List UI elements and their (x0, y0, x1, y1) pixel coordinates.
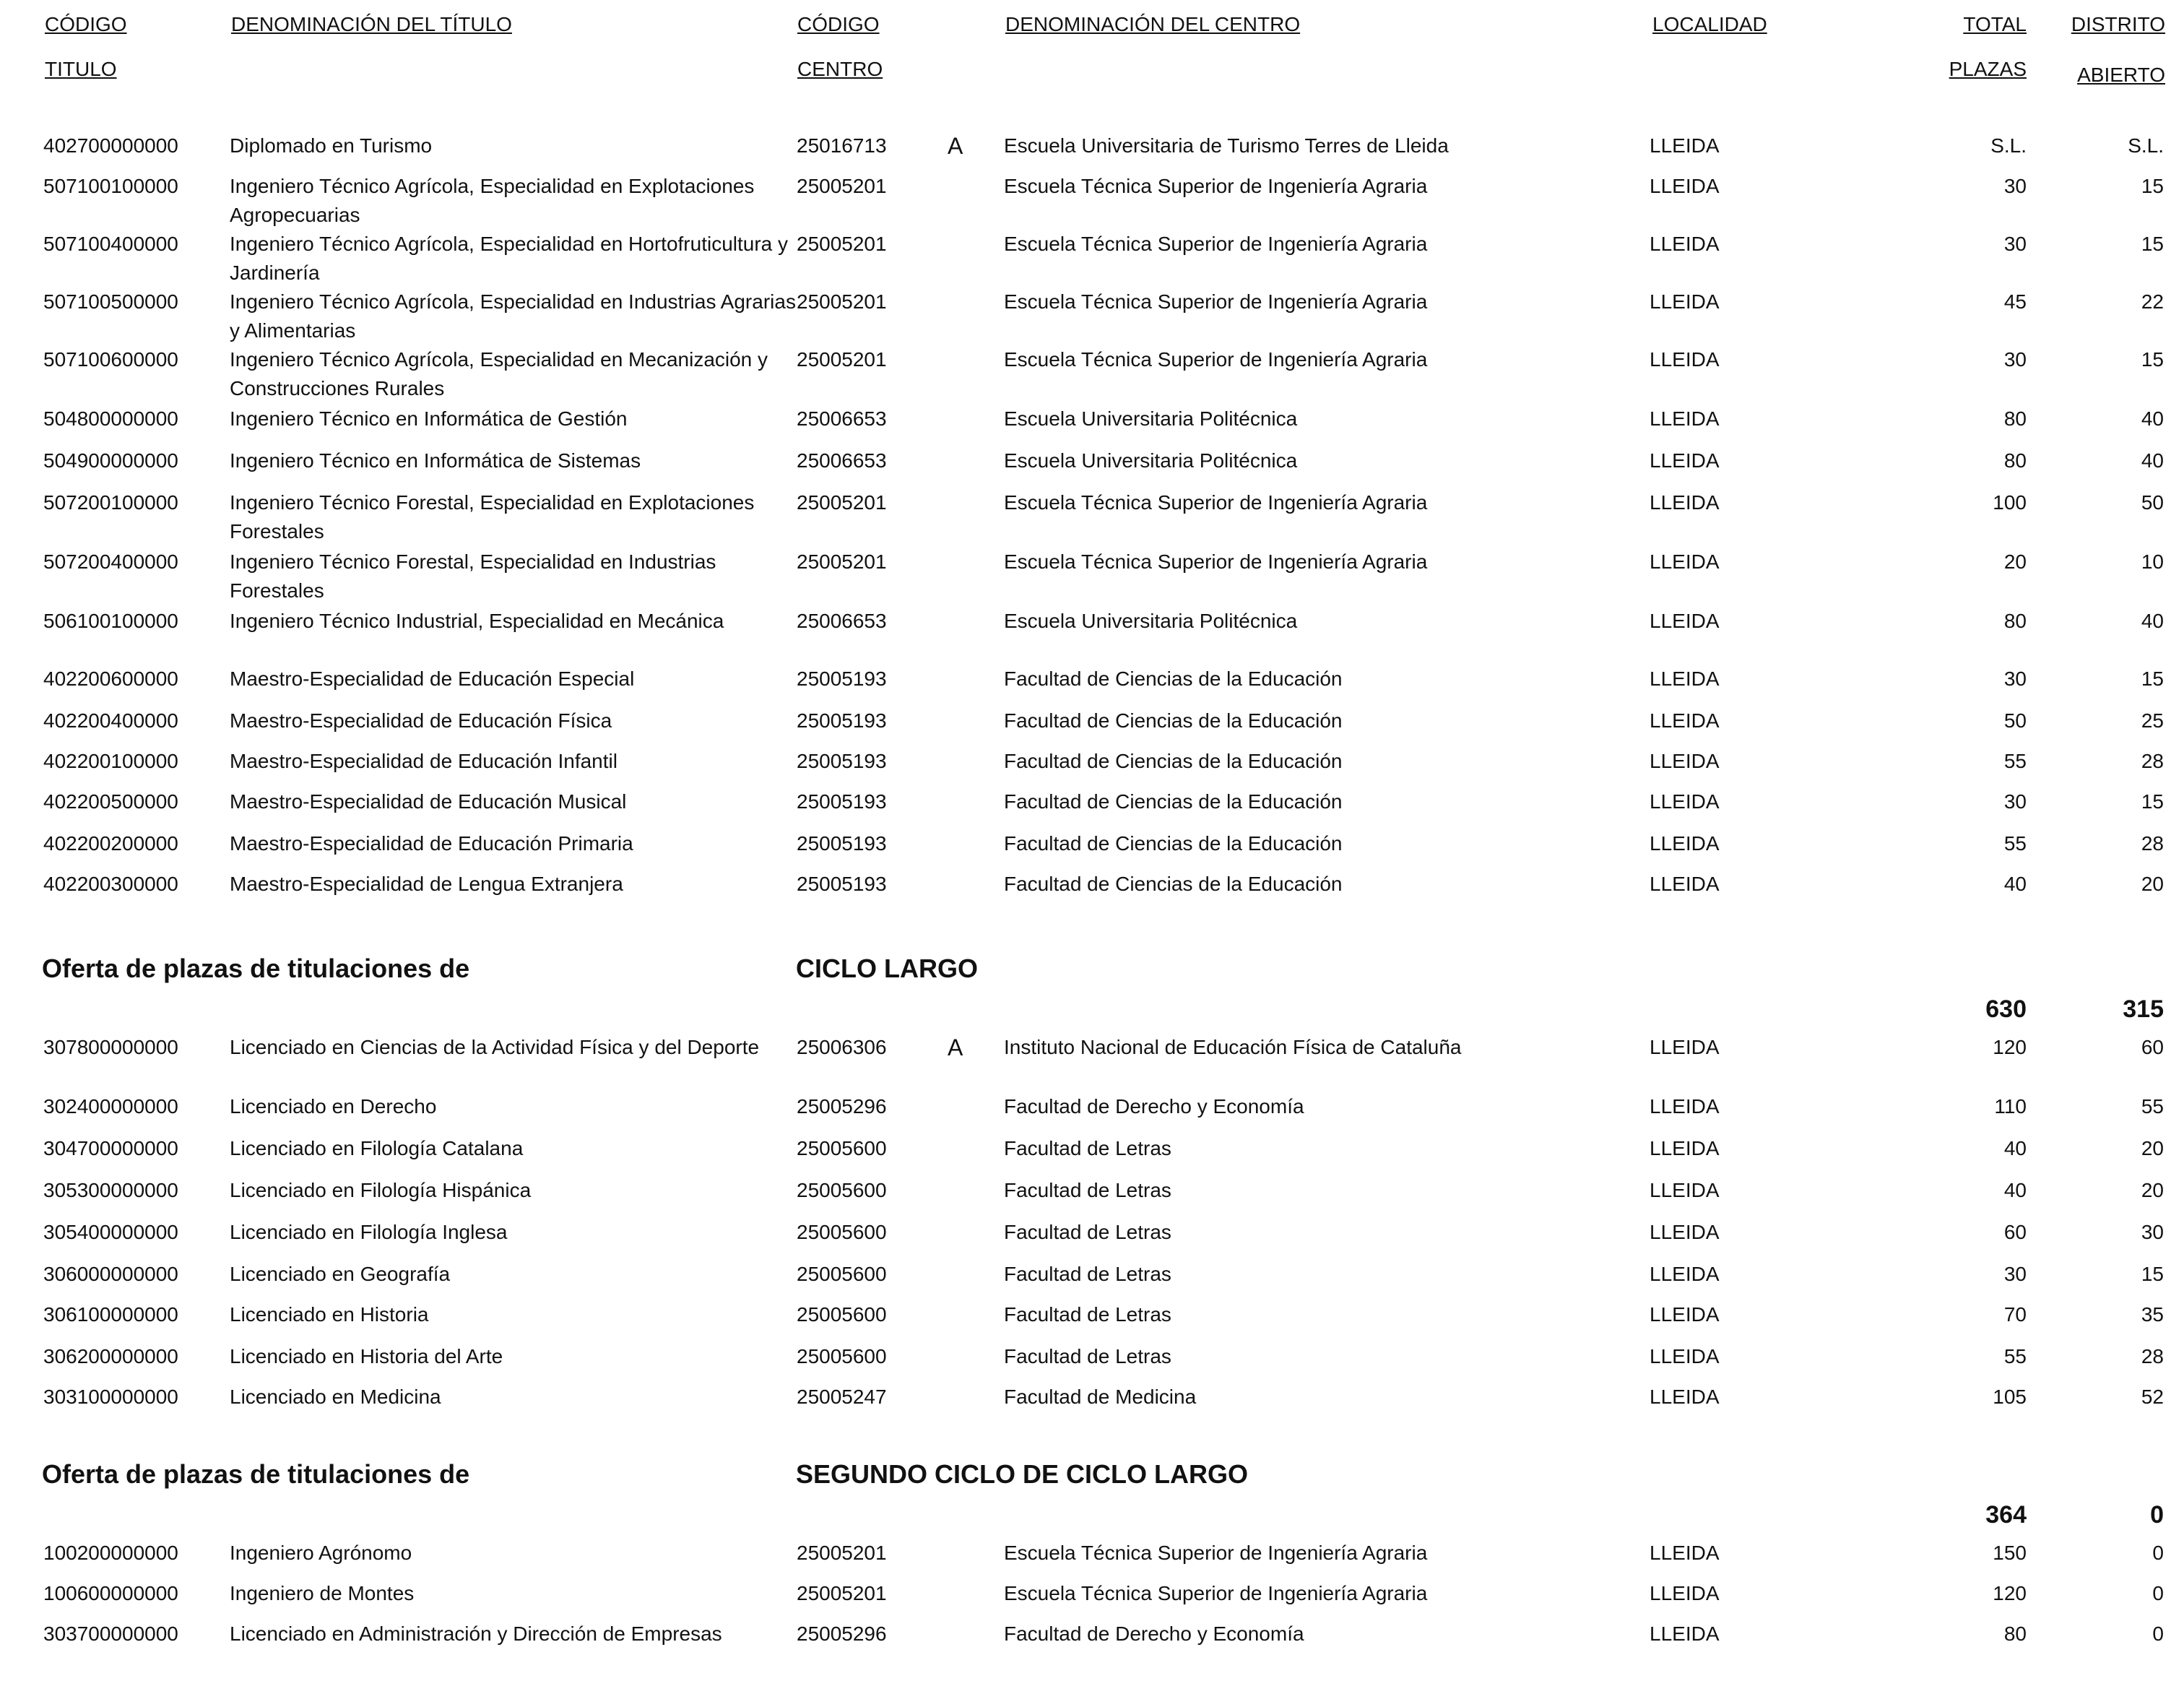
row-distrito-abierto: 15 (2141, 1263, 2164, 1285)
row-center-name: Facultad de Ciencias de la Educación (1004, 750, 1343, 772)
row-title-name: Licenciado en Geografía (230, 1263, 451, 1285)
row-localidad: LLEIDA (1650, 233, 1720, 255)
row-center-name: Facultad de Ciencias de la Educación (1004, 873, 1343, 895)
section-b-total: 630 (1985, 995, 2027, 1023)
row-center-code: 25005201 (797, 290, 887, 313)
row-localidad: LLEIDA (1650, 1345, 1720, 1367)
row-center-name: Facultad de Ciencias de la Educación (1004, 667, 1343, 690)
row-center-code: 25005201 (797, 175, 887, 197)
row-center-name: Facultad de Letras (1004, 1221, 1171, 1243)
row-center-name: Escuela Universitaria de Turismo Terres de Lleida (1004, 134, 1449, 157)
row-center-name: Facultad de Letras (1004, 1137, 1171, 1159)
header-codigo-centro: CÓDIGO (797, 13, 880, 35)
row-localidad: LLEIDA (1650, 667, 1720, 690)
row-total-plazas: 20 (2003, 550, 2027, 573)
row-distrito-abierto: 28 (2141, 832, 2164, 855)
row-total-plazas: 30 (2003, 348, 2027, 371)
row-distrito-abierto: 0 (2152, 1582, 2164, 1604)
row-distrito-abierto: 28 (2141, 750, 2164, 772)
row-flag: A (948, 133, 963, 159)
row-total-plazas: 120 (1993, 1582, 2027, 1604)
header-titulo: TITULO (45, 58, 117, 80)
row-code: 507100500000 (43, 290, 178, 313)
row-center-name: Escuela Técnica Superior de Ingeniería Agraria (1004, 550, 1428, 573)
row-code: 506100100000 (43, 610, 178, 632)
row-code: 402200300000 (43, 873, 178, 895)
row-distrito-abierto: 30 (2141, 1221, 2164, 1243)
row-distrito-abierto: 50 (2141, 491, 2164, 514)
row-total-plazas: 30 (2003, 1263, 2027, 1285)
header-denominacion-centro: DENOMINACIÓN DEL CENTRO (1005, 13, 1301, 35)
row-total-plazas: 30 (2003, 790, 2027, 813)
row-code: 100600000000 (43, 1582, 178, 1604)
row-localidad: LLEIDA (1650, 407, 1720, 430)
row-distrito-abierto: 20 (2141, 873, 2164, 895)
row-center-code: 25016713 (797, 134, 887, 157)
row-title-name: Ingeniero Técnico Forestal, Especialidad en Industrias Forestales (230, 550, 716, 602)
row-distrito-abierto: 60 (2141, 1036, 2164, 1058)
row-localidad: LLEIDA (1650, 790, 1720, 813)
section-c-title: Oferta de plazas de titulaciones de (42, 1459, 470, 1489)
row-distrito-abierto: 55 (2141, 1095, 2164, 1118)
header-total: TOTAL (1963, 13, 2027, 35)
row-distrito-abierto: 20 (2141, 1137, 2164, 1159)
row-code: 303700000000 (43, 1622, 178, 1645)
row-center-code: 25005201 (797, 1542, 887, 1564)
row-localidad: LLEIDA (1650, 175, 1720, 197)
row-localidad: LLEIDA (1650, 1095, 1720, 1118)
row-distrito-abierto: 40 (2141, 449, 2164, 472)
row-code: 402200100000 (43, 750, 178, 772)
header-distrito: DISTRITO (2071, 13, 2165, 35)
row-center-code: 25005201 (797, 233, 887, 255)
row-total-plazas: 30 (2003, 667, 2027, 690)
row-center-name: Escuela Técnica Superior de Ingeniería Agraria (1004, 290, 1428, 313)
header-centro: CENTRO (797, 58, 883, 80)
row-center-code: 25005193 (797, 873, 887, 895)
row-center-code: 25005600 (797, 1263, 887, 1285)
row-center-name: Escuela Universitaria Politécnica (1004, 407, 1298, 430)
row-code: 507200100000 (43, 491, 178, 514)
row-total-plazas: 30 (2003, 233, 2027, 255)
row-title-name: Maestro-Especialidad de Educación Infantil (230, 750, 618, 772)
row-title-name: Licenciado en Filología Hispánica (230, 1179, 532, 1201)
row-code: 507100600000 (43, 348, 178, 371)
section-b-title: Oferta de plazas de titulaciones de (42, 954, 470, 983)
row-distrito-abierto: 40 (2141, 610, 2164, 632)
row-code: 402200500000 (43, 790, 178, 813)
row-center-code: 25005600 (797, 1137, 887, 1159)
row-localidad: LLEIDA (1650, 1303, 1720, 1326)
row-title-name: Maestro-Especialidad de Educación Física (230, 709, 612, 732)
row-total-plazas: 60 (2003, 1221, 2027, 1243)
row-title-name: Ingeniero Técnico Agrícola, Especialidad en Hortofruticultura y Jardinería (230, 233, 789, 284)
row-center-code: 25005600 (797, 1179, 887, 1201)
row-localidad: LLEIDA (1650, 550, 1720, 573)
row-localidad: LLEIDA (1650, 832, 1720, 855)
row-localidad: LLEIDA (1650, 449, 1720, 472)
row-localidad: LLEIDA (1650, 1263, 1720, 1285)
row-total-plazas: 80 (2003, 407, 2027, 430)
row-center-name: Escuela Técnica Superior de Ingeniería Agraria (1004, 233, 1428, 255)
row-total-plazas: 40 (2003, 873, 2027, 895)
row-center-name: Escuela Técnica Superior de Ingeniería Agraria (1004, 175, 1428, 197)
row-total-plazas: 80 (2003, 610, 2027, 632)
row-localidad: LLEIDA (1650, 750, 1720, 772)
row-center-code: 25005600 (797, 1303, 887, 1326)
row-code: 504900000000 (43, 449, 178, 472)
row-total-plazas: 45 (2003, 290, 2027, 313)
row-localidad: LLEIDA (1650, 134, 1720, 157)
row-code: 507200400000 (43, 550, 178, 573)
row-center-name: Instituto Nacional de Educación Física de Cataluña (1004, 1036, 1462, 1058)
row-code: 402700000000 (43, 134, 178, 157)
row-center-code: 25005193 (797, 790, 887, 813)
header-codigo: CÓDIGO (45, 13, 127, 35)
row-center-name: Escuela Técnica Superior de Ingeniería Agraria (1004, 348, 1428, 371)
row-total-plazas: 40 (2003, 1179, 2027, 1201)
row-center-code: 25005193 (797, 667, 887, 690)
row-distrito-abierto: 22 (2141, 290, 2164, 313)
row-center-code: 25006653 (797, 407, 887, 430)
row-total-plazas: 100 (1993, 491, 2027, 514)
row-center-code: 25005600 (797, 1345, 887, 1367)
row-distrito-abierto: 15 (2141, 790, 2164, 813)
row-center-name: Facultad de Medicina (1004, 1386, 1197, 1408)
row-center-code: 25005201 (797, 550, 887, 573)
row-localidad: LLEIDA (1650, 491, 1720, 514)
row-localidad: LLEIDA (1650, 1137, 1720, 1159)
row-total-plazas: 120 (1993, 1036, 2027, 1058)
row-title-name: Licenciado en Historia del Arte (230, 1345, 503, 1367)
row-center-name: Facultad de Derecho y Economía (1004, 1095, 1304, 1118)
header-abierto: ABIERTO (2077, 64, 2165, 86)
row-localidad: LLEIDA (1650, 1179, 1720, 1201)
row-localidad: LLEIDA (1650, 290, 1720, 313)
row-localidad: LLEIDA (1650, 873, 1720, 895)
row-localidad: LLEIDA (1650, 610, 1720, 632)
row-center-code: 25005201 (797, 491, 887, 514)
section-b-distrito: 315 (2123, 995, 2164, 1023)
row-total-plazas: 150 (1993, 1542, 2027, 1564)
row-localidad: LLEIDA (1650, 348, 1720, 371)
row-total-plazas: 55 (2003, 750, 2027, 772)
row-center-name: Facultad de Letras (1004, 1345, 1171, 1367)
row-flag: A (948, 1034, 963, 1060)
section-b-cycle: CICLO LARGO (796, 954, 978, 983)
row-code: 507100100000 (43, 175, 178, 197)
row-title-name: Licenciado en Medicina (230, 1386, 441, 1408)
row-localidad: LLEIDA (1650, 1622, 1720, 1645)
row-title-name: Licenciado en Filología Catalana (230, 1137, 524, 1159)
row-total-plazas: S.L. (1990, 134, 2027, 157)
row-code: 306200000000 (43, 1345, 178, 1367)
row-code: 507100400000 (43, 233, 178, 255)
row-title-name: Ingeniero Técnico Forestal, Especialidad en Explotaciones Forestales (230, 491, 755, 543)
row-code: 504800000000 (43, 407, 178, 430)
row-distrito-abierto: 0 (2152, 1542, 2164, 1564)
row-code: 302400000000 (43, 1095, 178, 1118)
row-total-plazas: 55 (2003, 1345, 2027, 1367)
row-code: 306000000000 (43, 1263, 178, 1285)
header-localidad: LOCALIDAD (1652, 13, 1767, 35)
row-center-code: 25005296 (797, 1622, 887, 1645)
row-distrito-abierto: 40 (2141, 407, 2164, 430)
row-title-name: Ingeniero Técnico Agrícola, Especialidad en Industrias Agrarias y Alimentarias (230, 290, 796, 342)
row-center-name: Facultad de Letras (1004, 1263, 1171, 1285)
row-center-name: Escuela Técnica Superior de Ingeniería Agraria (1004, 1582, 1428, 1604)
row-center-name: Facultad de Derecho y Economía (1004, 1622, 1304, 1645)
header-denominacion-titulo: DENOMINACIÓN DEL TÍTULO (231, 13, 512, 35)
row-center-code: 25006306 (797, 1036, 887, 1058)
row-center-name: Facultad de Ciencias de la Educación (1004, 790, 1343, 813)
row-title-name: Diplomado en Turismo (230, 134, 433, 157)
row-center-code: 25005296 (797, 1095, 887, 1118)
row-center-name: Escuela Técnica Superior de Ingeniería Agraria (1004, 491, 1428, 514)
row-title-name: Ingeniero Agrónomo (230, 1542, 412, 1564)
row-distrito-abierto: 52 (2141, 1386, 2164, 1408)
row-center-code: 25005201 (797, 1582, 887, 1604)
row-title-name: Maestro-Especialidad de Educación Primaria (230, 832, 633, 855)
row-center-code: 25005193 (797, 750, 887, 772)
row-center-name: Escuela Universitaria Politécnica (1004, 449, 1298, 472)
row-code: 402200400000 (43, 709, 178, 732)
row-title-name: Ingeniero Técnico Industrial, Especialidad en Mecánica (230, 610, 724, 632)
row-distrito-abierto: S.L. (2128, 134, 2164, 157)
row-code: 307800000000 (43, 1036, 178, 1058)
header-plazas: PLAZAS (1949, 58, 2027, 80)
row-center-name: Facultad de Letras (1004, 1179, 1171, 1201)
row-center-code: 25005193 (797, 832, 887, 855)
row-title-name: Maestro-Especialidad de Educación Musical (230, 790, 627, 813)
row-center-name: Escuela Universitaria Politécnica (1004, 610, 1298, 632)
row-total-plazas: 80 (2003, 449, 2027, 472)
row-total-plazas: 110 (1994, 1095, 2027, 1118)
row-total-plazas: 50 (2003, 709, 2027, 732)
row-localidad: LLEIDA (1650, 1386, 1720, 1408)
row-distrito-abierto: 20 (2141, 1179, 2164, 1201)
row-code: 402200200000 (43, 832, 178, 855)
row-total-plazas: 55 (2003, 832, 2027, 855)
row-total-plazas: 80 (2003, 1622, 2027, 1645)
row-total-plazas: 70 (2003, 1303, 2027, 1326)
row-center-code: 25006653 (797, 449, 887, 472)
row-code: 306100000000 (43, 1303, 178, 1326)
row-title-name: Maestro-Especialidad de Educación Especial (230, 667, 635, 690)
row-title-name: Licenciado en Historia (230, 1303, 429, 1326)
section-c-total: 364 (1985, 1501, 2027, 1529)
row-title-name: Licenciado en Filología Inglesa (230, 1221, 508, 1243)
row-title-name: Maestro-Especialidad de Lengua Extranjera (230, 873, 623, 895)
row-title-name: Ingeniero Técnico Agrícola, Especialidad en Mecanización y Construcciones Rurales (230, 348, 768, 399)
row-code: 304700000000 (43, 1137, 178, 1159)
row-code: 305300000000 (43, 1179, 178, 1201)
row-distrito-abierto: 28 (2141, 1345, 2164, 1367)
row-localidad: LLEIDA (1650, 1221, 1720, 1243)
row-center-code: 25005201 (797, 348, 887, 371)
row-total-plazas: 40 (2003, 1137, 2027, 1159)
row-center-code: 25006653 (797, 610, 887, 632)
row-center-name: Facultad de Letras (1004, 1303, 1171, 1326)
row-title-name: Licenciado en Administración y Dirección de Empresas (230, 1622, 722, 1645)
row-code: 305400000000 (43, 1221, 178, 1243)
row-distrito-abierto: 15 (2141, 348, 2164, 371)
row-distrito-abierto: 35 (2141, 1303, 2164, 1326)
row-title-name: Ingeniero Técnico Agrícola, Especialidad en Explotaciones Agropecuarias (230, 175, 755, 226)
row-title-name: Licenciado en Ciencias de la Actividad Física y del Deporte (230, 1036, 760, 1058)
row-center-name: Facultad de Ciencias de la Educación (1004, 832, 1343, 855)
row-localidad: LLEIDA (1650, 709, 1720, 732)
row-center-name: Escuela Técnica Superior de Ingeniería Agraria (1004, 1542, 1428, 1564)
row-distrito-abierto: 10 (2141, 550, 2164, 573)
row-distrito-abierto: 15 (2141, 667, 2164, 690)
row-distrito-abierto: 0 (2152, 1622, 2164, 1645)
row-center-name: Facultad de Ciencias de la Educación (1004, 709, 1343, 732)
row-code: 100200000000 (43, 1542, 178, 1564)
row-code: 402200600000 (43, 667, 178, 690)
row-title-name: Ingeniero Técnico en Informática de Gestión (230, 407, 628, 430)
row-center-code: 25005600 (797, 1221, 887, 1243)
row-title-name: Ingeniero de Montes (230, 1582, 415, 1604)
row-code: 303100000000 (43, 1386, 178, 1408)
row-title-name: Licenciado en Derecho (230, 1095, 437, 1118)
row-distrito-abierto: 15 (2141, 233, 2164, 255)
row-title-name: Ingeniero Técnico en Informática de Sistemas (230, 449, 641, 472)
row-localidad: LLEIDA (1650, 1582, 1720, 1604)
row-total-plazas: 30 (2003, 175, 2027, 197)
row-localidad: LLEIDA (1650, 1542, 1720, 1564)
row-distrito-abierto: 15 (2141, 175, 2164, 197)
row-distrito-abierto: 25 (2141, 709, 2164, 732)
section-c-cycle: SEGUNDO CICLO DE CICLO LARGO (796, 1459, 1249, 1489)
row-total-plazas: 105 (1993, 1386, 2027, 1408)
row-center-code: 25005247 (797, 1386, 887, 1408)
row-localidad: LLEIDA (1650, 1036, 1720, 1058)
row-center-code: 25005193 (797, 709, 887, 732)
section-c-distrito: 0 (2150, 1501, 2164, 1529)
